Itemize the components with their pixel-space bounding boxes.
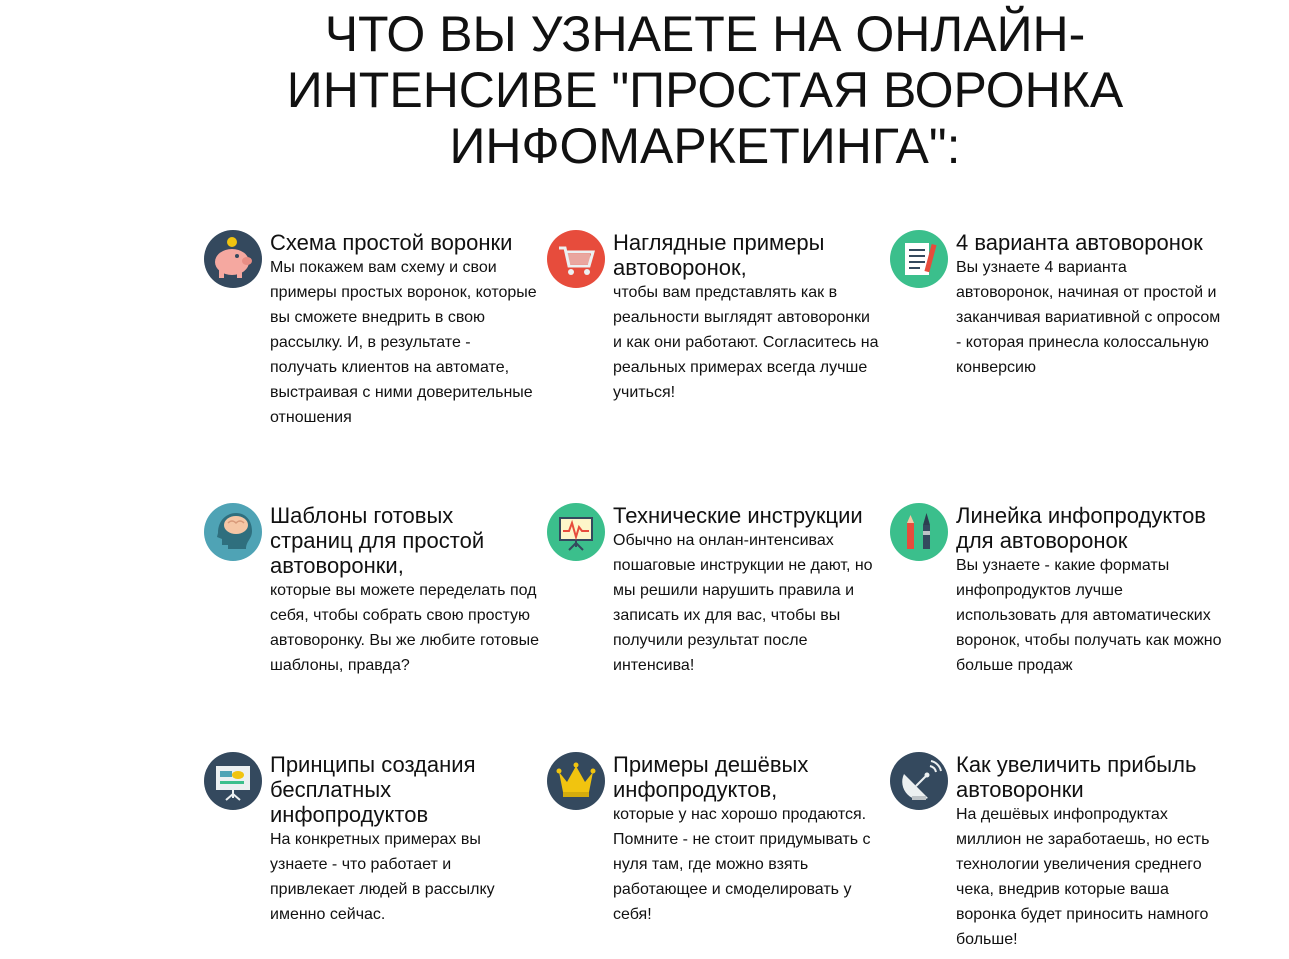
feature-description: Мы покажем вам схему и свои примеры простых воронок, которые вы сможете внедрить в свою рассылку. И, в результате - получать клиентов на автомате, выстраивая с ними доверительные отношения xyxy=(270,259,537,426)
feature-title: Шаблоны готовых страниц для простой автоворонки, xyxy=(270,503,485,578)
feature-title: 4 варианта автоворонок xyxy=(956,230,1203,255)
satellite-dish-icon xyxy=(890,752,948,810)
feature-title: Технические инструкции xyxy=(613,503,863,528)
piggy-bank-icon xyxy=(204,230,262,288)
feature-description: которые вы можете переделать под себя, чтобы собрать свою простую автоворонку. Вы же любите готовые шаблоны, правда? xyxy=(270,582,539,674)
document-pen-icon xyxy=(890,230,948,288)
feature-title: Как увеличить прибыль автоворонки xyxy=(956,752,1197,802)
page-title: ЧТО ВЫ УЗНАЕТЕ НА ОНЛАЙН-ИНТЕНСИВЕ "ПРОСТАЯ ВОРОНКА ИНФОМАРКЕТИНГА": xyxy=(286,6,1124,174)
feature-title: Наглядные примеры автоворонок, xyxy=(613,230,825,280)
shopping-cart-icon xyxy=(547,230,605,288)
feature-description: которые у нас хорошо продаются. Помните - не стоит придумывать с нуля там, где можно взять работающее и смоделировать у себя! xyxy=(613,806,871,923)
brain-head-icon xyxy=(204,503,262,561)
feature-description: Обычно на онлан-интенсивах пошаговые инструкции не дают, но мы решили нарушить правила и записать их для вас, чтобы вы получили результат после интенсива! xyxy=(613,532,873,674)
feature-description: Вы узнаете 4 варианта автоворонок, начиная от простой и заканчивая вариативной с опросом - которая принесла колоссальную конверсию xyxy=(956,259,1221,376)
feature-description: На конкретных примерах вы узнаете - что работает и привлекает людей в рассылку именно сейчас. xyxy=(270,831,495,923)
presentation-board-icon xyxy=(547,503,605,561)
feature-title: Принципы создания бесплатных инфопродуктов xyxy=(270,752,476,827)
feature-title: Примеры дешёвых инфопродуктов, xyxy=(613,752,809,802)
chart-board-icon xyxy=(204,752,262,810)
feature-description: На дешёвых инфопродуктах миллион не заработаешь, но есть технологии увеличения среднего чека, внедрив которые ваша воронка будет приносить намного больше! xyxy=(956,806,1210,948)
feature-title: Схема простой воронки xyxy=(270,230,513,255)
pencil-brush-icon xyxy=(890,503,948,561)
feature-title: Линейка инфопродуктов для автоворонок xyxy=(956,503,1206,553)
feature-description: Вы узнаете - какие форматы инфопродуктов лучше использовать для автоматических воронок, чтобы получать как можно больше продаж xyxy=(956,557,1222,674)
feature-description: чтобы вам представлять как в реальности выглядят автоворонки и как они работают. Согласитесь на реальных примерах всегда лучше учиться! xyxy=(613,284,879,401)
crown-icon xyxy=(547,752,605,810)
